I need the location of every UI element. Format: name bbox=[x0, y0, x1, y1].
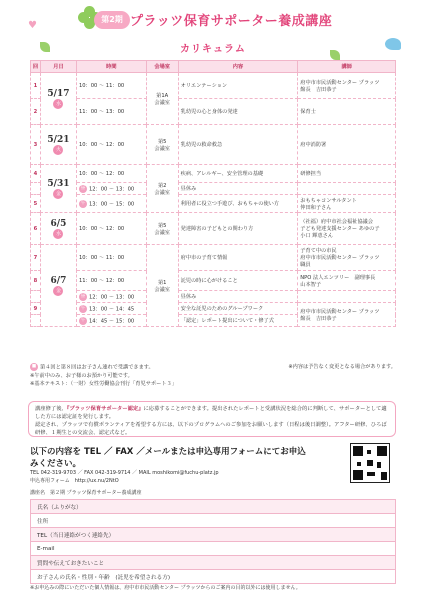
info-highlight: 『プラッツ保育サポーター認定』 bbox=[66, 406, 144, 412]
note-marker: ■ bbox=[31, 364, 37, 369]
row-number bbox=[31, 291, 41, 303]
table-row bbox=[31, 271, 396, 291]
room-cell: 第1A 会議室 bbox=[146, 73, 178, 125]
leaf-icon bbox=[40, 42, 50, 52]
row-number bbox=[31, 183, 41, 195]
apply-title: 以下の内容を TEL ／ FAX ／メールまたは申込専用フォームにてお申込みください。 bbox=[30, 447, 306, 469]
row-number: 4 bbox=[31, 165, 41, 183]
pm-badge: 午 bbox=[80, 317, 86, 323]
time-text: 13：00 ～ 14：45 bbox=[88, 306, 135, 312]
form-heading: 講座名 第２期 プラッツ保育サポーター養成講座 bbox=[30, 490, 142, 496]
table-row bbox=[31, 303, 396, 315]
time-cell bbox=[76, 195, 146, 213]
table-row bbox=[31, 99, 396, 125]
curriculum-table bbox=[30, 60, 396, 327]
date-cell bbox=[40, 73, 76, 125]
form-row bbox=[31, 556, 396, 570]
room-cell: 第5 会議室 bbox=[146, 213, 178, 245]
weekday-badge: 火 bbox=[53, 145, 63, 155]
date-cell bbox=[40, 125, 76, 165]
header bbox=[0, 0, 423, 60]
row-number: 6 bbox=[31, 213, 41, 245]
lunch-badge: 昼 bbox=[80, 293, 86, 299]
lecturer-cell: 府中消防署 bbox=[298, 125, 396, 165]
lecturer-cell: おもちゃコンサルタント 仲田和子さん bbox=[298, 195, 396, 213]
lecturer-cell: （社福）府中市社会福祉協議会 子ども発達支援センター あゆの子 小口 輝恵さん bbox=[298, 213, 396, 245]
note-line: ※基本テキスト：（一財）女性労働協会刊行「育児サポート３」 bbox=[30, 380, 177, 387]
contact-info: TEL 042-319-9703 ／ FAX 042-319-9714 ／ MAIL moshikomi@fuchu-platz.jp bbox=[30, 470, 219, 476]
info-box bbox=[28, 401, 396, 437]
form-field-tel[interactable]: TEL（当日連絡がつく連絡先） bbox=[31, 528, 396, 542]
note-text: 第４回と第８回はお子さん連れで受講できます。 bbox=[40, 364, 154, 371]
header-date: 月日 bbox=[40, 61, 76, 73]
time-text: 14：45 ～ 15：00 bbox=[88, 318, 135, 324]
pm-badge: 午 bbox=[80, 305, 86, 311]
note-line: ※午前中のみ、お子様のお預かり可能です。 bbox=[30, 372, 133, 379]
info-text: 講座修了後、 bbox=[35, 406, 67, 412]
room-cell: 第5 会議室 bbox=[146, 125, 178, 165]
table-row bbox=[31, 125, 396, 165]
note-disclaimer: ※内容は予告なく変更となる場合があります。 bbox=[288, 364, 396, 370]
content-cell: 昼休み bbox=[178, 291, 298, 303]
table-row bbox=[31, 245, 396, 271]
content-cell: 利用者に役立つ手遊び、おもちゃの使い方 bbox=[178, 195, 298, 213]
table-header-row bbox=[31, 61, 396, 73]
room-cell: 第1 会議室 bbox=[146, 245, 178, 327]
form-field-address[interactable]: 住所 bbox=[31, 514, 396, 528]
row-number: 1 bbox=[31, 73, 41, 99]
lunch-badge: 昼 bbox=[80, 185, 86, 191]
date-label: 5/17 bbox=[47, 88, 70, 99]
form-field-name[interactable]: 氏名（ふりがな） bbox=[31, 500, 396, 514]
time-cell: 11：00 ～ 12：00 bbox=[76, 271, 146, 291]
content-cell: 安全な託児のためのグループワーク bbox=[178, 303, 298, 315]
time-cell bbox=[76, 183, 146, 195]
qr-code-icon bbox=[350, 443, 390, 483]
room-cell: 第2 会議室 bbox=[146, 165, 178, 213]
content-cell: 昼休み bbox=[178, 183, 298, 195]
row-number: 7 bbox=[31, 245, 41, 271]
info-line-1 bbox=[35, 405, 389, 421]
row-number: 5 bbox=[31, 195, 41, 213]
bird-icon bbox=[385, 38, 401, 50]
header-content: 内容 bbox=[178, 61, 298, 73]
content-cell: 乳幼児の救命救急 bbox=[178, 125, 298, 165]
form-field-child[interactable]: お子さんの氏名・性別・年齢 (託児を希望される方) bbox=[31, 570, 396, 584]
application-form bbox=[30, 499, 396, 584]
date-label: 6/5 bbox=[50, 218, 67, 229]
form-field-email[interactable]: E-mail bbox=[31, 542, 396, 556]
weekday-badge: 水 bbox=[53, 99, 63, 109]
form-field-question[interactable]: 質問や伝えておきたいこと bbox=[31, 556, 396, 570]
time-cell bbox=[76, 291, 146, 303]
lecturer-cell bbox=[298, 291, 396, 303]
lecturer-cell: 研修担当 bbox=[298, 165, 396, 183]
form-row bbox=[31, 500, 396, 514]
row-number: 8 bbox=[31, 271, 41, 291]
lecturer-cell: 保育士 bbox=[298, 99, 396, 125]
pm-badge: 午 bbox=[80, 200, 86, 206]
date-cell bbox=[40, 245, 76, 327]
table-row bbox=[31, 73, 396, 99]
lecturer-cell: 府中市市民活動センター プラッツ 館長 吉田恭子 bbox=[298, 73, 396, 99]
page-subtitle: カリキュラム bbox=[180, 44, 246, 55]
table-row bbox=[31, 165, 396, 183]
content-cell: 疾病、アレルギー、安全管理の基礎 bbox=[178, 165, 298, 183]
content-cell: オリエンテーション bbox=[178, 73, 298, 99]
time-text: 12：00 ～ 13：00 bbox=[88, 294, 135, 300]
form-row bbox=[31, 514, 396, 528]
table-row bbox=[31, 291, 396, 303]
row-number bbox=[31, 315, 41, 327]
header-lecturer: 講師 bbox=[298, 61, 396, 73]
time-cell: 10：00 ～ 12：00 bbox=[76, 213, 146, 245]
time-cell bbox=[76, 315, 146, 327]
info-text: に応募することができます。提出されたレポートと受講状況を総合的に判断して、サポーターとして適した方には認定証を発行します。 bbox=[35, 406, 387, 420]
footer-note: ※お申込みの際にいただいた個人情報は、府中市市民活動センター プラッツからのご案内の目的以外には使用しません。 bbox=[30, 585, 301, 591]
row-number: 2 bbox=[31, 99, 41, 125]
date-label: 6/7 bbox=[50, 275, 67, 286]
header-room: 会場室 bbox=[146, 61, 178, 73]
time-cell: 10：00 ～ 11：00 bbox=[76, 73, 146, 99]
content-cell: 「認定」レポート提出について・修了式 bbox=[178, 315, 298, 327]
content-cell: 発達障害の子どもとの関わり方 bbox=[178, 213, 298, 245]
table-row bbox=[31, 195, 396, 213]
date-cell bbox=[40, 213, 76, 245]
notes bbox=[30, 363, 396, 388]
time-cell bbox=[76, 303, 146, 315]
info-line-2: 認定され、プラッツで有償ボランティアを希望する方には、以下のプログラムへのご参加をお願いします（日程は後日調整）。アフター研修、ひろば研修、１期生との交流会、認定式など。 bbox=[35, 422, 387, 436]
lecturer-cell: 府中市市民活動センター プラッツ 館長 吉田恭子 bbox=[298, 303, 396, 327]
weekday-badge: 金 bbox=[53, 286, 63, 296]
table-row bbox=[31, 213, 396, 245]
edition-badge: 第2期 bbox=[94, 11, 130, 29]
page-title: プラッツ保育サポーター養成講座 bbox=[130, 14, 333, 29]
date-label: 5/31 bbox=[47, 178, 70, 189]
header-time: 時間 bbox=[76, 61, 146, 73]
content-cell: 乳幼児の心と身体の発達 bbox=[178, 99, 298, 125]
form-row bbox=[31, 528, 396, 542]
date-cell bbox=[40, 165, 76, 213]
heart-icon: ♥ bbox=[28, 20, 37, 31]
form-row bbox=[31, 570, 396, 584]
lecturer-cell: 子育て中の市民 府中市市民活動センター プラッツ 職員 bbox=[298, 245, 396, 271]
time-text: 13：00 ～ 15：00 bbox=[88, 201, 135, 207]
form-link[interactable]: 申込専用フォーム http://ux.nu/2NtO bbox=[30, 478, 119, 484]
content-cell: 託児の時に心がけること bbox=[178, 271, 298, 291]
time-cell: 10：00 ～ 12：00 bbox=[76, 125, 146, 165]
apply-section bbox=[30, 445, 310, 485]
header-no: 回 bbox=[31, 61, 41, 73]
leaf-icon bbox=[330, 50, 340, 60]
form-row bbox=[31, 542, 396, 556]
weekday-badge: 金 bbox=[53, 189, 63, 199]
row-number: 3 bbox=[31, 125, 41, 165]
time-cell: 10：00 ～ 11：00 bbox=[76, 245, 146, 271]
row-number: 9 bbox=[31, 303, 41, 315]
date-label: 5/21 bbox=[47, 134, 70, 145]
time-cell: 11：00 ～ 13：00 bbox=[76, 99, 146, 125]
time-text: 12：00 ～ 13：00 bbox=[88, 186, 135, 192]
lecturer-cell bbox=[298, 183, 396, 195]
time-cell: 10：00 ～ 12：00 bbox=[76, 165, 146, 183]
content-cell: 府中市の子育て情報 bbox=[178, 245, 298, 271]
weekday-badge: 水 bbox=[53, 229, 63, 239]
table-row bbox=[31, 183, 396, 195]
lecturer-cell: NPO 法人エンツリー 副理事長 山本智子 bbox=[298, 271, 396, 291]
